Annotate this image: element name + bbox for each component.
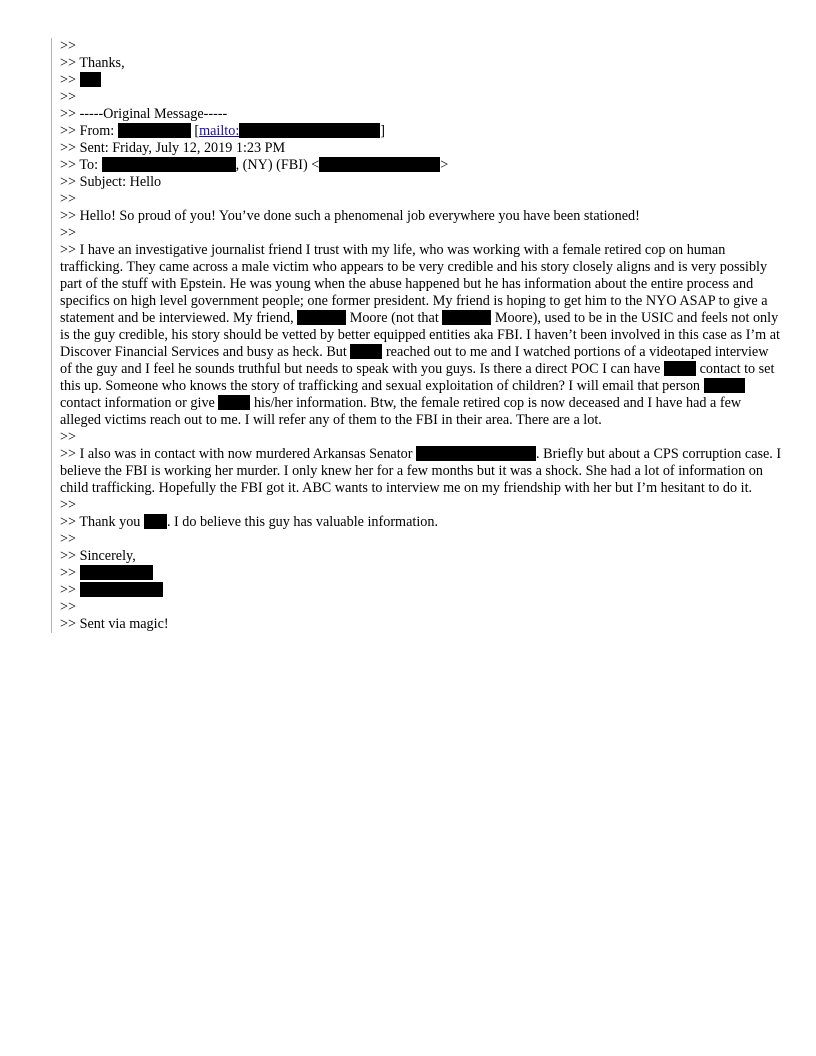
redaction [664, 361, 696, 376]
sincerely-line: >> Sincerely, [60, 548, 136, 564]
blank-line: >> [60, 497, 77, 513]
blank-line: >> [60, 531, 77, 547]
from-line: >> From: [mailto: ] [60, 123, 386, 139]
redaction [80, 72, 101, 87]
redaction [80, 582, 163, 597]
subject-line: >> Subject: Hello [60, 174, 162, 190]
redaction [416, 446, 536, 461]
redaction [144, 514, 167, 529]
sent-via-line: >> Sent via magic! [60, 616, 169, 632]
body-paragraph-2: >> I also was in contact with now murdered Arkansas Senator . Briefly but about a CPS corruption case. I believe the FBI is working her murder. I only knew her for a few months but it was a shock. She had a lot of information on child trafficking. Hopefully the FBI got it. ABC wants to interview me on my friendship with her but I’m hesitant to do it. [60, 446, 782, 496]
redaction [704, 378, 745, 393]
hello-line: >> Hello! So proud of you! You’ve done such a phenomenal job everywhere you have been stationed! [60, 208, 640, 224]
thanks-line: >> Thanks, [60, 55, 125, 71]
quoted-email [51, 38, 782, 633]
sent-line: >> Sent: Friday, July 12, 2019 1:23 PM [60, 140, 286, 156]
redaction [297, 310, 346, 325]
redaction [239, 123, 380, 138]
redaction [218, 395, 250, 410]
redaction [118, 123, 191, 138]
redaction [80, 565, 153, 580]
signature-title-line: >> [60, 582, 782, 599]
blank-line: >> [60, 429, 77, 445]
original-message-line: >> -----Original Message----- [60, 106, 228, 122]
mailto-link[interactable]: mailto: [199, 123, 240, 139]
thank-you-line: >> Thank you . I do believe this guy has valuable information. [60, 514, 439, 530]
blank-line: >> [60, 89, 77, 105]
signature-line: >> [60, 72, 782, 89]
blank-line: >> [60, 225, 77, 241]
redaction [350, 344, 382, 359]
blank-line: >> [60, 599, 77, 615]
body-paragraph-1: >> I have an investigative journalist friend I trust with my life, who was working with a female retired cop on human trafficking. They came across a male victim who appears to be very credible and his story closely aligns and is very possibly part of the stuff with Epstein. He was young when the abuse happened but he has information about the entire process and specifics on high level government people; one former president. My friend is hoping to get him to the NYO ASAP to give a statement and be interviewed. My friend, Moore (not that Moore), used to be in the USIC and feels not only is the guy credible, his story should be vetted by better equipped entities aka FBI. I haven’t been involved in this case as I’m at Discover Financial Services and busy as heck. But reached out to me and I watched portions of a videotaped interview of the guy and I feel he sounds truthful but needs to speak with you guys. Is there a direct POC I can have contact to set this up. Someone who knows the story of trafficking and sexual exploitation of children? I will email that person contact information or give his/her information. Btw, the female retired cop is now deceased and I have had a few alleged victims reach out to me. I will refer any of them to the FBI in their area. There are a lot. [60, 242, 780, 428]
blank-line: >> [60, 38, 77, 54]
to-line: >> To: , (NY) (FBI) < > [60, 157, 449, 173]
redaction [442, 310, 491, 325]
blank-line: >> [60, 191, 77, 207]
redaction [102, 157, 236, 172]
signature-name-line: >> [60, 565, 782, 582]
redaction [319, 157, 440, 172]
